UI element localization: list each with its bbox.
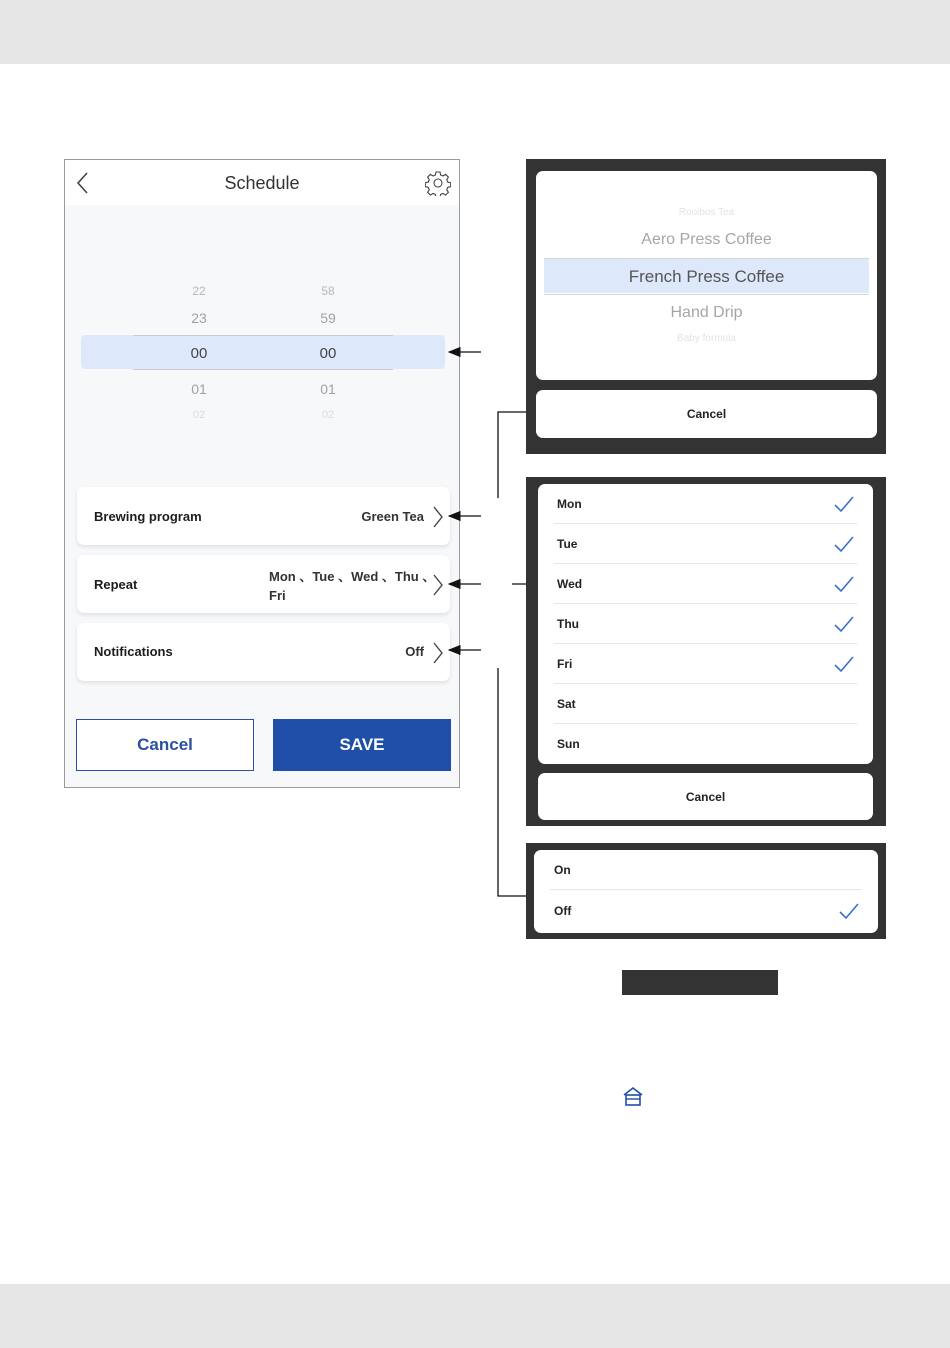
day-label: Sun [557, 737, 580, 751]
day-row-sun[interactable] [538, 724, 873, 764]
black-label-bar [622, 970, 778, 995]
hour-option: 02 [192, 409, 206, 421]
notify-options [534, 850, 878, 933]
brewing-program-value: Green Tea [361, 509, 424, 524]
day-row-thu[interactable] [538, 604, 873, 644]
day-label: Tue [557, 537, 578, 551]
minute-option: 58 [321, 284, 335, 298]
minute-option: 02 [321, 409, 335, 421]
program-option[interactable]: Aero Press Coffee [641, 231, 772, 248]
check-icon [833, 615, 855, 633]
repeat-value-line2: Fri [269, 588, 286, 603]
row-divider [550, 889, 862, 890]
program-option[interactable]: Baby formula [677, 333, 736, 344]
minute-option: 01 [320, 381, 336, 397]
save-button[interactable]: SAVE [273, 719, 451, 771]
hour-option: 01 [191, 381, 207, 397]
program-list[interactable] [536, 171, 877, 380]
check-icon [838, 902, 860, 920]
day-label: Mon [557, 497, 582, 511]
notifications-value: Off [405, 644, 424, 659]
check-icon [833, 535, 855, 553]
notify-option-on[interactable] [534, 850, 878, 890]
notifications-label: Notifications [94, 644, 173, 659]
notify-label: On [554, 863, 571, 877]
program-cancel-label: Cancel [686, 407, 727, 421]
hour-selected: 00 [190, 345, 208, 362]
check-icon [833, 495, 855, 513]
day-row-fri[interactable] [538, 644, 873, 684]
day-row-tue[interactable] [538, 524, 873, 564]
day-row-mon[interactable] [538, 484, 873, 524]
brewing-program-label: Brewing program [94, 509, 202, 524]
cancel-button[interactable]: Cancel [76, 719, 254, 771]
day-label: Thu [557, 617, 579, 631]
repeat-days-dialog [526, 477, 886, 826]
notifications-dialog [526, 843, 886, 939]
day-label: Fri [557, 657, 573, 671]
minute-option: 59 [320, 310, 336, 326]
page-title: Schedule [224, 173, 300, 193]
notify-label: Off [554, 904, 572, 918]
day-row-wed[interactable] [538, 564, 873, 604]
notify-option-off[interactable] [534, 891, 878, 931]
program-divider [544, 294, 869, 295]
days-cancel-label: Cancel [685, 790, 726, 804]
program-option[interactable]: Hand Drip [670, 304, 743, 321]
repeat-value-line1: Mon 、Tue 、Wed 、Thu 、 [269, 569, 436, 584]
days-cancel-button[interactable] [538, 773, 873, 820]
program-selected[interactable]: French Press Coffee [628, 267, 785, 286]
hour-option: 23 [191, 310, 207, 326]
repeat-label: Repeat [94, 577, 138, 592]
day-label: Sat [557, 697, 576, 711]
minute-selected: 00 [319, 345, 337, 362]
check-icon [833, 655, 855, 673]
days-list [538, 484, 873, 764]
hour-option: 22 [192, 284, 206, 298]
check-icon [833, 575, 855, 593]
day-label: Wed [557, 577, 583, 591]
program-dialog [526, 159, 886, 454]
program-cancel-button[interactable] [536, 390, 877, 438]
program-option[interactable]: Rooibos Tea [678, 207, 735, 218]
home-icon [622, 1086, 644, 1108]
day-row-sat[interactable] [538, 684, 873, 724]
